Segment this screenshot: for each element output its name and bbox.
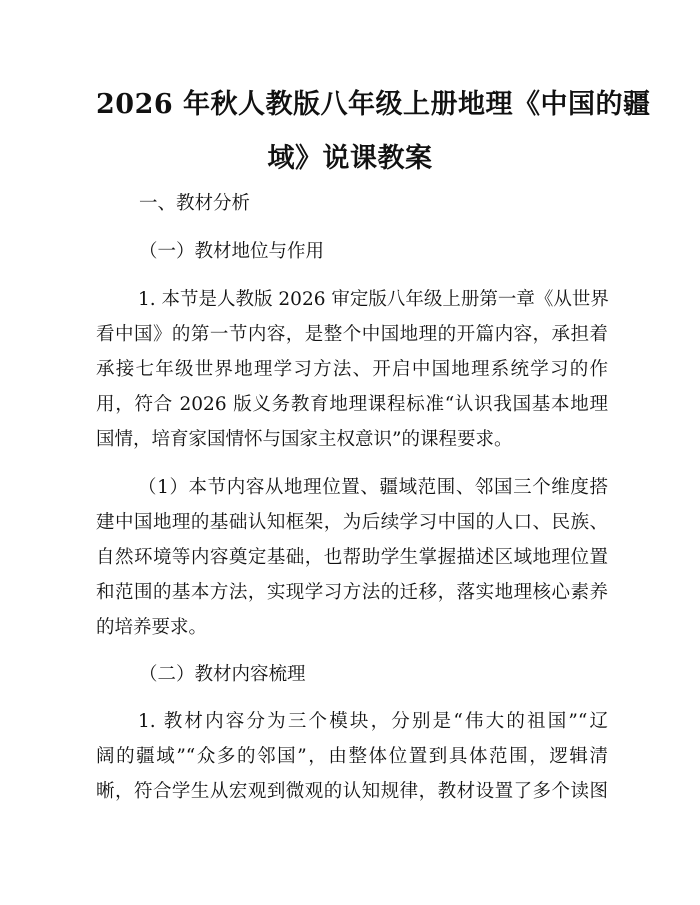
paragraph-line: 看中国》的第一节内容，是整个中国地理的开篇内容，承担着 [96,324,608,345]
paragraph [96,282,608,457]
paragraph-line: 的培养要求。 [96,617,208,638]
paragraph-line: 1. 本节是人教版 2026 审定版八年级上册第一章《从世界 [138,289,609,310]
title-line: 域》说课教案 [267,143,433,174]
subsection-heading: （二）教材内容梳理 [139,664,306,685]
section-heading: 一、教材分析 [139,193,251,214]
subsection-heading: （一）教材地位与作用 [139,241,325,262]
paragraph-line: 自然环境等内容奠定基础，也帮助学生掌握描述区域地理位置 [96,547,608,568]
title-line: 2026 年秋人教版八年级上册地理《中国的疆 [96,89,651,120]
document-title [96,78,651,186]
paragraph [96,704,608,809]
paragraph-line: 阔的疆域”“众多的邻国”，由整体位置到具体范围，逻辑清 [96,746,608,767]
paragraph-line: （1）本节内容从地理位置、疆域范围、邻国三个维度搭 [138,477,608,498]
paragraph-line: 1. 教材内容分为三个模块，分别是“伟大的祖国”“辽 [138,711,608,732]
paragraph-line: 晰，符合学生从宏观到微观的认知规律，教材设置了多个读图 [96,781,608,802]
paragraph-line: 建中国地理的基础认知框架，为后续学习中国的人口、民族、 [96,512,608,533]
paragraph [96,470,608,645]
paragraph-line: 承接七年级世界地理学习方法、开启中国地理系统学习的作 [96,359,608,380]
paragraph-line: 和范围的基本方法，实现学习方法的迁移，落实地理核心素养 [96,582,608,603]
paragraph-line: 用，符合 2026 版义务教育地理课程标准“认识我国基本地理 [96,394,608,415]
paragraph-line: 国情，培育家国情怀与国家主权意识”的课程要求。 [96,429,513,450]
